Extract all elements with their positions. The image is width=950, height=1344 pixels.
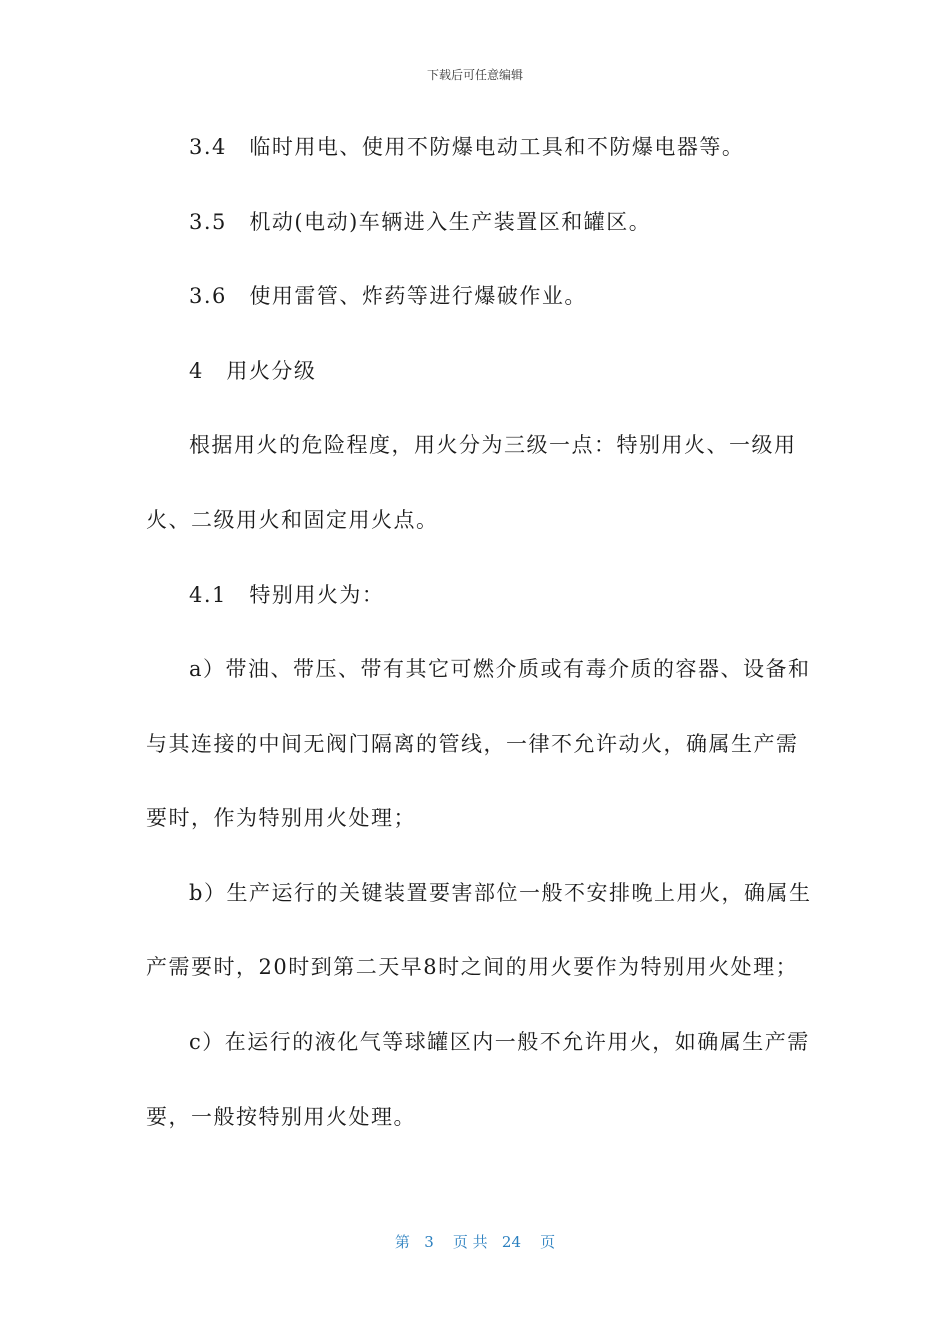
body-line: 要时，作为特别用火处理； [146, 806, 416, 830]
footer-middle: 页 共 [452, 1233, 488, 1251]
body-line: 3.4 临时用电、使用不防爆电动工具和不防爆电器等。 [189, 135, 745, 159]
page-header: 下载后可任意编辑 [426, 68, 523, 82]
body-line: 与其连接的中间无阀门隔离的管线，一律不允许动火，确属生产需 [146, 732, 799, 756]
body-line: 3.6 使用雷管、炸药等进行爆破作业。 [189, 284, 587, 308]
subsection-heading: 4.1 特别用火为： [189, 583, 385, 607]
body-line: b）生产运行的关键装置要害部位一般不安排晚上用火，确属生 [189, 881, 812, 905]
section-heading: 4 用火分级 [189, 359, 317, 383]
body-line: 要，一般按特别用火处理。 [146, 1105, 416, 1129]
footer-suffix: 页 [540, 1233, 556, 1251]
body-line: 火、二级用火和固定用火点。 [146, 508, 439, 532]
footer-total-pages: 24 [501, 1233, 522, 1251]
footer-prefix: 第 [394, 1233, 410, 1251]
body-line: c）在运行的液化气等球罐区内一般不允许用火，如确属生产需 [189, 1030, 810, 1054]
body-line: a）带油、带压、带有其它可燃介质或有毒介质的容器、设备和 [189, 657, 811, 681]
page-footer [0, 1231, 950, 1252]
body-line: 根据用火的危险程度，用火分为三级一点：特别用火、一级用 [189, 433, 797, 457]
body-line: 3.5 机动(电动)车辆进入生产装置区和罐区。 [189, 210, 652, 234]
body-line: 产需要时，20时到第二天早8时之间的用火要作为特别用火处理； [146, 955, 799, 979]
footer-page-number: 3 [424, 1233, 434, 1251]
